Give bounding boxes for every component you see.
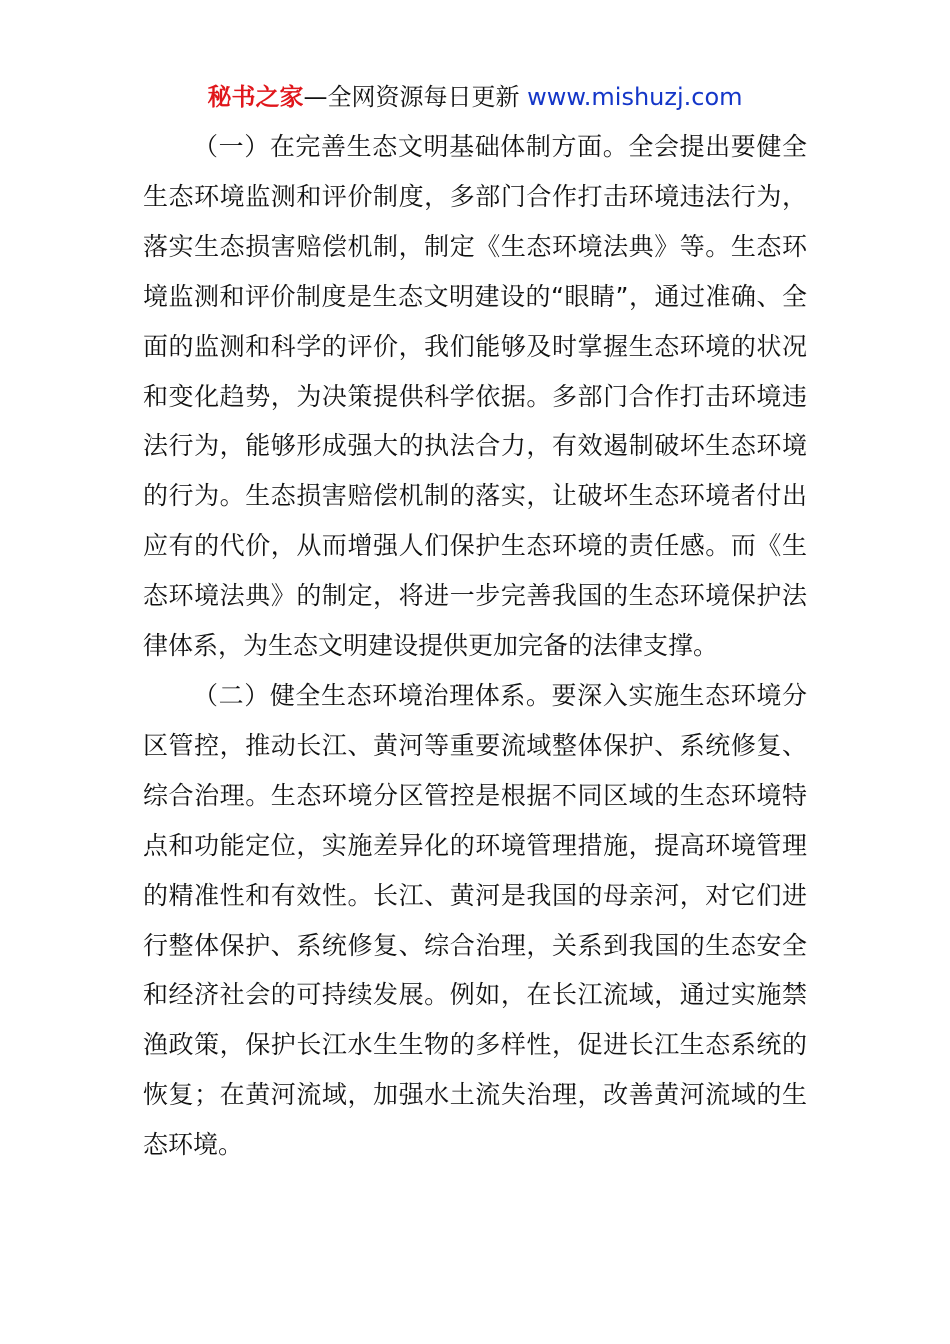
document-body (143, 122, 807, 1170)
site-tagline: —全网资源每日更新 (303, 83, 528, 111)
site-url-link[interactable]: www.mishuzj.com (527, 83, 743, 111)
paragraph-1: （一）在完善生态文明基础体制方面。全会提出要健全生态环境监测和评价制度，多部门合作打击环境违法行为，落实生态损害赔偿机制，制定《生态环境法典》等。生态环境监测和评价制度是生态文明建设的“眼睛”，通过准确、全面的监测和科学的评价，我们能够及时掌握生态环境的状况和变化趋势，为决策提供科学依据。多部门合作打击环境违法行为，能够形成强大的执法合力，有效遏制破坏生态环境的行为。生态损害赔偿机制的落实，让破坏生态环境者付出应有的代价，从而增强人们保护生态环境的责任感。而《生态环境法典》的制定，将进一步完善我国的生态环境保护法律体系，为生态文明建设提供更加完备的法律支撑。 (143, 132, 807, 661)
site-brand: 秘书之家 (207, 83, 304, 111)
site-header (0, 80, 950, 114)
paragraph-2: （二）健全生态环境治理体系。要深入实施生态环境分区管控，推动长江、黄河等重要流域整体保护、系统修复、综合治理。生态环境分区管控是根据不同区域的生态环境特点和功能定位，实施差异化的环境管理措施，提高环境管理的精准性和有效性。长江、黄河是我国的母亲河，对它们进行整体保护、系统修复、综合治理，关系到我国的生态安全和经济社会的可持续发展。例如，在长江流域，通过实施禁渔政策，保护长江水生生物的多样性，促进长江生态系统的恢复；在黄河流域，加强水土流失治理，改善黄河流域的生态环境。 (143, 680, 807, 1160)
